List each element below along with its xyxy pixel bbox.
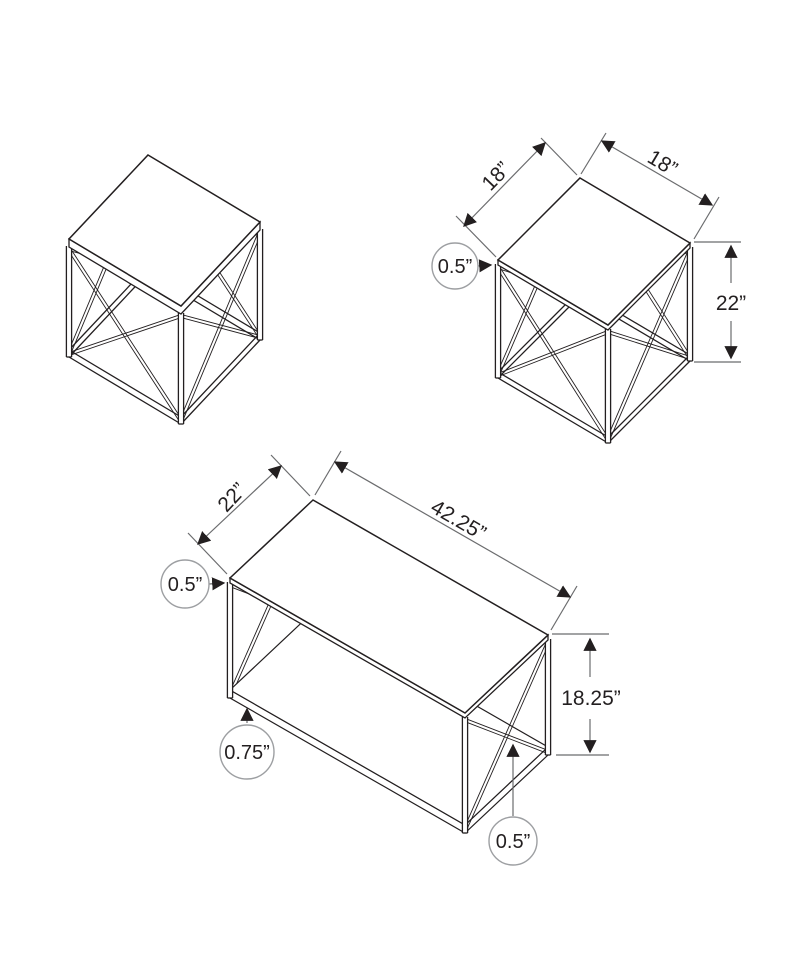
end-table-height-dimension-label: 22”	[715, 292, 747, 315]
coffee-table-width-dimension-label: 42.25”	[426, 495, 490, 546]
end-table-dimensioned-drawing	[495, 178, 692, 443]
coffee-table-dimensioned-drawing	[227, 500, 550, 833]
end-table-isometric-drawing	[66, 155, 262, 424]
end-table-top-thickness-label: 0.5”	[437, 256, 473, 278]
coffee-table-frame-thickness-label: 0.5”	[495, 831, 531, 853]
end-table-depth-dimension-label: 18”	[477, 157, 516, 196]
coffee-table-top-thickness-label: 0.5”	[167, 574, 203, 596]
coffee-table-height-dimension-label: 18.25”	[561, 687, 621, 710]
end-table-width-dimension-label: 18”	[643, 145, 682, 182]
coffee-table-shelf-thickness-label: 0.75”	[224, 742, 270, 764]
coffee-table-depth-dimension-label: 22”	[213, 478, 252, 517]
